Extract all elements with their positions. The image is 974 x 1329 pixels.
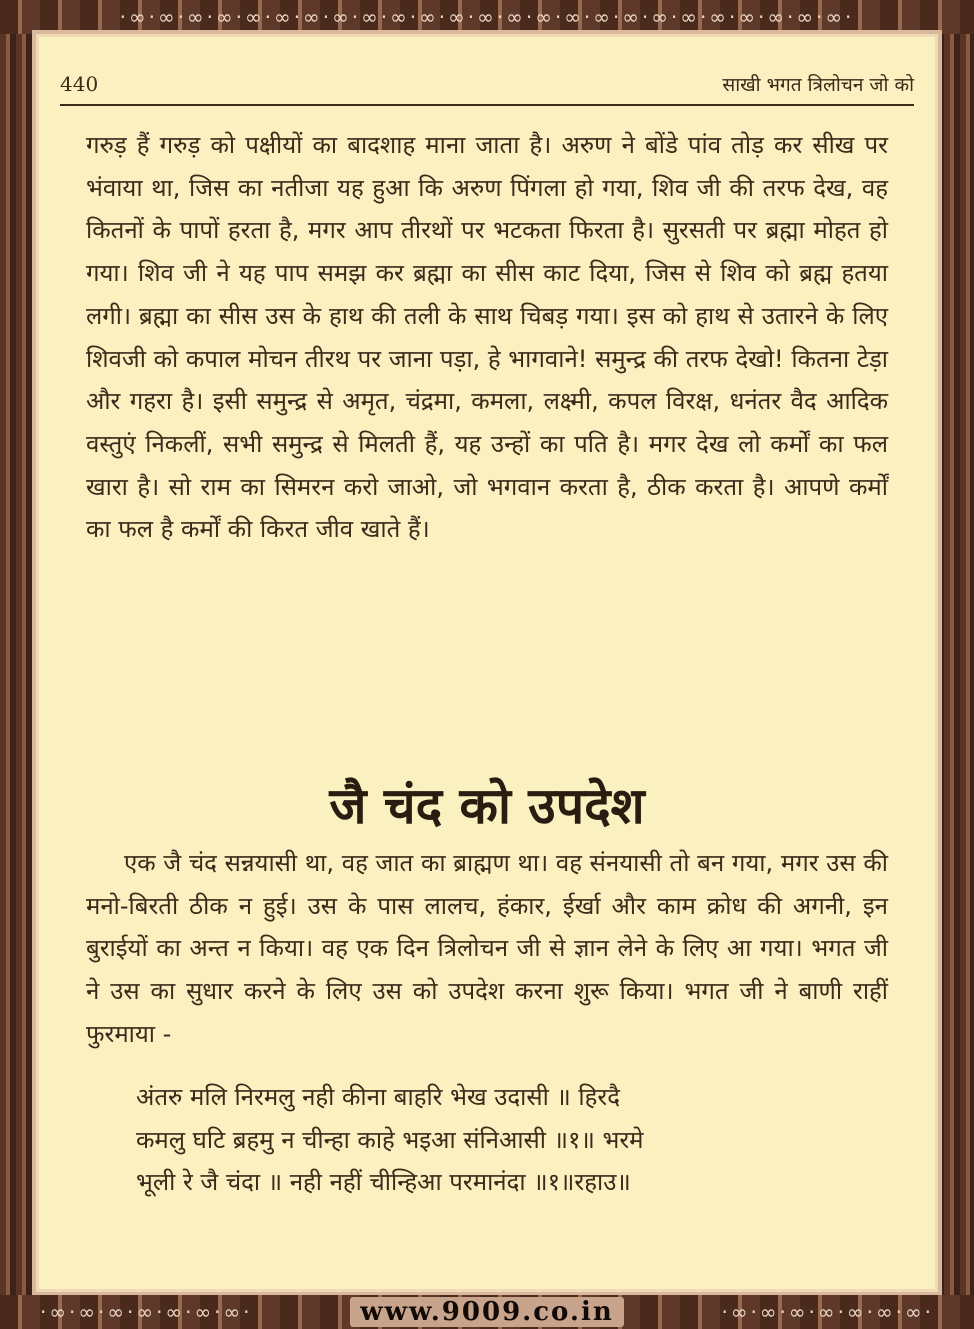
website-link[interactable]: www.9009.co.in <box>350 1297 624 1327</box>
body-paragraph <box>86 124 888 551</box>
page-header <box>60 64 914 106</box>
verse-line: अंतरु मलि निरमलु नही कीना बाहरि भेख उदासी ॥ हिरदै <box>136 1083 620 1111</box>
book-page <box>36 34 938 1292</box>
section-heading: जै चंद को उपदेश <box>329 777 645 835</box>
verse-line: भूली रे जै चंदा ॥ नही नहीं चीन्हिआ परमानंदा ॥१॥रहाउ॥ <box>136 1168 631 1197</box>
section-paragraph <box>86 842 888 1056</box>
paragraph-text: एक जै चंद सन्नयासी था, वह जात का ब्राह्मण था। वह संनयासी तो बन गया, मगर उस की मनो-बिरती ठीक न हुई। उस के पास लालच, हंकार, ईर्खा और काम क्रोध की अगनी, इन बुराईयों का अन्त न किया। वह एक दिन त्रिलोचन जी से ज्ञान लेने के लिए आ गया। भगत जी ने उस का सुधार करने के लिए उस को उपदेश करना शुरू किया। भगत जी ने बाणी राहीं फुरमाया - <box>86 849 888 1048</box>
paragraph-text: गरुड़ हैं गरुड़ को पक्षीयों का बादशाह माना जाता है। अरुण ने बोंडे पांव तोड़ कर सीख पर भंवाया था, जिस का नतीजा यह हुआ कि अरुण पिंगला हो गया, शिव जी की तरफ देख, वह कितनों के पापों हरता है, मगर आप तीरथों पर भटकता फिरता है। सुरसती पर ब्रह्मा मोहत हो गया। शिव जी ने यह पाप समझ कर ब्रह्मा का सीस काट दिया, जिस से शिव को ब्रह्म हतया लगी। ब्रह्मा का सीस उस के हाथ की तली के साथ चिबड़ गया। इस को हाथ से उतारने के लिए शिवजी को कपाल मोचन तीरथ पर जाना पड़ा, हे भागवाने! समुन्द्र की तरफ देखो! कितना टेड़ा और गहरा है। इसी समुन्द्र से अमृत, चंद्रमा, कमला, लक्ष्मी, कपल विरक्ष, धनंतर वैद आदिक वस्तुएं निकलीं, सभी समुन्द्र से मिलती हैं, यह उन्हों का पति है। मगर देख लो कर्मों का फल खारा है। सो राम का सिमरन करो जाओ, जो भगवान करता है, ठीक करता है। आपणे कर्मों का फल है कर्मों की किरत जीव खाते हैं। <box>86 131 888 544</box>
ornament-icon: ·∞·∞·∞·∞·∞·∞·∞· <box>721 1300 934 1324</box>
verse-line: कमलु घटि ब्रहमु न चीन्हा काहे भइआ संनिआसी ॥१॥ भरमे <box>136 1125 644 1154</box>
ornament-icon: ·∞·∞·∞·∞·∞·∞·∞· <box>40 1300 253 1324</box>
running-title: साखी भगत त्रिलोचन जो को <box>722 74 914 96</box>
verse-block <box>136 1076 888 1204</box>
ornament-icon: ·∞·∞·∞·∞·∞·∞·∞·∞·∞·∞·∞·∞·∞·∞·∞·∞·∞·∞·∞·∞·∞·∞·∞·∞·∞· <box>119 5 855 29</box>
border-top-ornament <box>0 0 974 34</box>
page-number: 440 <box>60 72 99 96</box>
border-bottom-ornament <box>0 1295 974 1329</box>
